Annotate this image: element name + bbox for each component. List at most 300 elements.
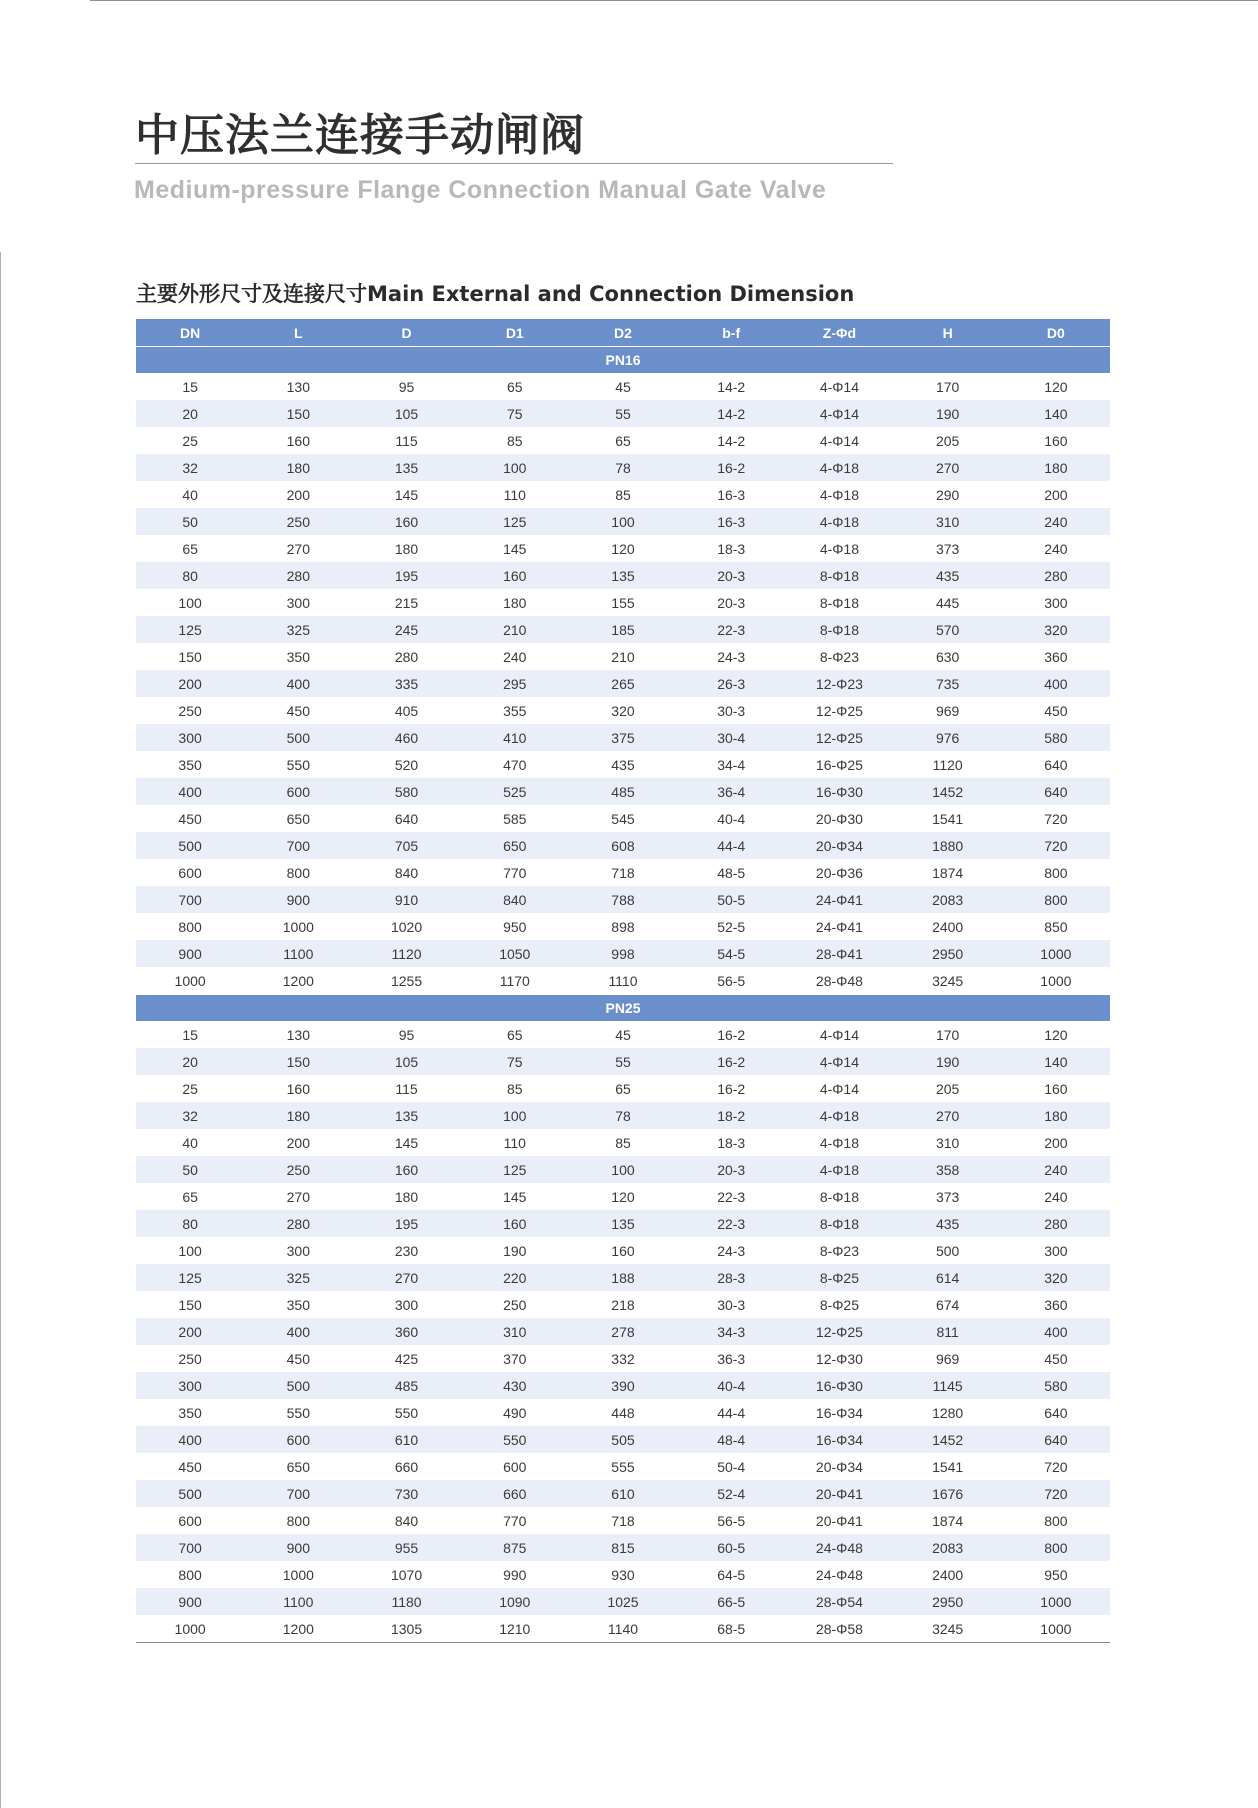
table-cell: 26-3	[677, 670, 785, 697]
table-cell: 20-Φ41	[815, 1512, 863, 1529]
pressure-group-row	[136, 995, 1110, 1022]
table-cell: 450	[178, 1458, 202, 1475]
table-cell: 700	[244, 1480, 352, 1507]
table-cell: 800	[1044, 1512, 1068, 1529]
column-header-dn: DN	[136, 319, 244, 347]
table-cell: 976	[894, 724, 1002, 751]
table-cell: 245	[352, 616, 460, 643]
table-cell: 16-Φ25	[815, 756, 863, 773]
table-row	[136, 1480, 1110, 1507]
table-cell: 85	[615, 1134, 631, 1151]
table-row	[136, 805, 1110, 832]
table-cell: 1880	[894, 832, 1002, 859]
table-cell: 280	[394, 648, 419, 665]
table-cell: 990	[503, 1566, 527, 1583]
table-cell: 16-Φ34	[815, 1404, 863, 1421]
table-cell: 300	[136, 724, 244, 751]
table-cell: 160	[461, 562, 569, 589]
table-cell: 360	[1044, 648, 1068, 665]
table-cell: 2400	[932, 1566, 964, 1583]
table-row	[136, 454, 1110, 481]
table-cell: 400	[244, 670, 352, 697]
table-cell: 998	[569, 940, 677, 967]
table-row	[136, 1291, 1110, 1318]
table-cell: 18-2	[677, 1102, 785, 1129]
table-row	[136, 616, 1110, 643]
table-cell: 125	[136, 616, 244, 643]
table-cell: 75	[461, 1048, 569, 1075]
table-cell: 240	[1044, 540, 1068, 557]
table-cell: 1305	[352, 1615, 460, 1643]
table-cell: 360	[1044, 1296, 1068, 1313]
table-cell: 14-2	[677, 400, 785, 427]
table-cell: 1180	[352, 1588, 460, 1615]
table-cell: 1000	[282, 1566, 314, 1583]
table-cell: 4-Φ18	[819, 486, 860, 503]
table-cell: 700	[136, 1534, 244, 1561]
table-cell: 85	[615, 486, 631, 503]
table-cell: 155	[611, 594, 635, 611]
table-row	[136, 1588, 1110, 1615]
table-cell: 64-5	[717, 1566, 746, 1583]
table-cell: 150	[178, 1296, 202, 1313]
table-cell: 1000	[136, 1615, 244, 1643]
table-row	[136, 481, 1110, 508]
table-cell: 135	[352, 454, 460, 481]
table-cell: 200	[1044, 486, 1068, 503]
table-cell: 450	[286, 1350, 310, 1367]
table-cell: 185	[569, 616, 677, 643]
table-cell: 195	[352, 1210, 460, 1237]
column-header-d2: D2	[569, 319, 677, 347]
table-cell: 3245	[894, 1615, 1002, 1643]
table-cell: 630	[935, 648, 960, 665]
table-cell: 550	[286, 1404, 310, 1421]
table-cell: 160	[352, 508, 460, 535]
table-cell: 373	[935, 1188, 960, 1205]
table-cell: 570	[894, 616, 1002, 643]
table-cell: 325	[244, 1264, 352, 1291]
table-row	[136, 1399, 1110, 1426]
table-cell: 900	[244, 886, 352, 913]
table-cell: 400	[1002, 670, 1110, 697]
table-cell: 218	[611, 1296, 635, 1313]
table-cell: 68-5	[677, 1615, 785, 1643]
table-cell: 25	[182, 1080, 198, 1097]
table-cell: 1000	[282, 918, 314, 935]
table-cell: 1120	[932, 756, 963, 773]
table-cell: 8-Φ18	[785, 1210, 893, 1237]
table-cell: 16-2	[677, 1048, 785, 1075]
pressure-group-label: PN25	[136, 995, 1110, 1022]
table-cell: 270	[352, 1264, 460, 1291]
table-cell: 4-Φ14	[819, 1080, 860, 1097]
table-cell: 1210	[461, 1615, 569, 1643]
table-cell: 505	[569, 1426, 677, 1453]
column-header-z-d: Z-Φd	[785, 319, 893, 347]
table-cell: 350	[178, 756, 202, 773]
table-cell: 550	[286, 756, 310, 773]
table-cell: 550	[394, 1404, 419, 1421]
table-cell: 250	[503, 1296, 527, 1313]
table-cell: 500	[935, 1242, 960, 1259]
table-cell: 4-Φ14	[819, 378, 860, 395]
table-cell: 205	[935, 1080, 960, 1097]
table-cell: 1255	[390, 972, 423, 989]
table-cell: 130	[286, 378, 310, 395]
table-cell: 1874	[932, 1512, 964, 1529]
table-cell: 640	[1044, 1404, 1068, 1421]
table-cell: 445	[935, 594, 960, 611]
table-cell: 140	[1002, 400, 1110, 427]
table-header-row	[136, 319, 1110, 347]
table-cell: 4-Φ18	[785, 454, 893, 481]
table-cell: 674	[935, 1296, 960, 1313]
table-cell: 485	[352, 1372, 460, 1399]
table-cell: 16-Φ30	[785, 778, 893, 805]
table-body	[136, 347, 1110, 1643]
table-cell: 1000	[1002, 1615, 1110, 1643]
table-cell: 210	[611, 648, 635, 665]
table-cell: 110	[503, 486, 526, 503]
table-cell: 190	[894, 400, 1002, 427]
page-title-chinese: 中压法兰连接手动闸阀	[135, 110, 585, 161]
table-cell: 525	[461, 778, 569, 805]
table-cell: 120	[1044, 378, 1068, 395]
table-cell: 1000	[1002, 1588, 1110, 1615]
table-row	[136, 751, 1110, 778]
table-cell: 1000	[1040, 972, 1072, 989]
table-row	[136, 1534, 1110, 1561]
table-cell: 16-3	[677, 508, 785, 535]
table-cell: 250	[244, 1156, 352, 1183]
table-cell: 1050	[461, 940, 569, 967]
table-row	[136, 508, 1110, 535]
table-cell: 718	[611, 1512, 635, 1529]
table-row	[136, 940, 1110, 967]
table-cell: 54-5	[677, 940, 785, 967]
table-row	[136, 886, 1110, 913]
table-row	[136, 1075, 1110, 1102]
table-cell: 435	[894, 1210, 1002, 1237]
table-cell: 160	[286, 432, 310, 449]
table-cell: 78	[569, 454, 677, 481]
table-cell: 16-3	[717, 486, 746, 503]
table-cell: 448	[611, 1404, 635, 1421]
table-cell: 100	[569, 1156, 677, 1183]
table-cell: 16-Φ34	[785, 1426, 893, 1453]
table-cell: 640	[1002, 778, 1110, 805]
table-cell: 28-Φ58	[785, 1615, 893, 1643]
table-cell: 16-2	[717, 1080, 746, 1097]
table-cell: 600	[244, 1426, 352, 1453]
table-cell: 350	[178, 1404, 202, 1421]
table-cell: 100	[178, 1242, 202, 1259]
table-cell: 15	[182, 378, 198, 395]
table-cell: 32	[136, 1102, 244, 1129]
table-cell: 705	[352, 832, 460, 859]
table-cell: 125	[461, 508, 569, 535]
table-cell: 815	[569, 1534, 677, 1561]
table-cell: 240	[503, 648, 527, 665]
table-cell: 718	[611, 864, 635, 881]
table-cell: 24-Φ41	[785, 886, 893, 913]
table-cell: 1452	[894, 778, 1002, 805]
table-cell: 280	[244, 562, 352, 589]
table-cell: 600	[244, 778, 352, 805]
table-cell: 195	[352, 562, 460, 589]
table-cell: 180	[1002, 1102, 1110, 1129]
table-cell: 650	[461, 832, 569, 859]
table-row	[136, 562, 1110, 589]
table-cell: 1170	[499, 972, 530, 989]
table-cell: 20-3	[717, 594, 746, 611]
table-cell: 585	[503, 810, 527, 827]
table-cell: 270	[286, 540, 310, 557]
table-cell: 250	[244, 508, 352, 535]
table-cell: 295	[461, 670, 569, 697]
table-cell: 800	[1002, 886, 1110, 913]
table-cell: 930	[611, 1566, 635, 1583]
table-cell: 150	[244, 1048, 352, 1075]
table-cell: 50-4	[717, 1458, 746, 1475]
table-cell: 1140	[569, 1615, 677, 1643]
table-cell: 450	[1044, 702, 1068, 719]
table-cell: 8-Φ23	[819, 1242, 860, 1259]
table-cell: 320	[611, 702, 635, 719]
table-cell: 800	[1002, 1534, 1110, 1561]
table-cell: 4-Φ18	[785, 1156, 893, 1183]
table-cell: 12-Φ25	[785, 1318, 893, 1345]
table-cell: 170	[935, 1026, 960, 1043]
table-cell: 720	[1044, 810, 1068, 827]
table-cell: 250	[178, 1350, 202, 1367]
table-cell: 900	[244, 1534, 352, 1561]
table-cell: 310	[894, 508, 1002, 535]
table-cell: 450	[178, 810, 202, 827]
table-cell: 4-Φ18	[819, 540, 860, 557]
table-cell: 1280	[932, 1404, 964, 1421]
table-cell: 30-3	[717, 1296, 746, 1313]
table-row	[136, 1048, 1110, 1075]
table-cell: 200	[286, 1134, 310, 1151]
table-cell: 85	[506, 1080, 523, 1097]
table-cell: 50	[136, 508, 244, 535]
table-cell: 580	[1002, 1372, 1110, 1399]
table-cell: 811	[894, 1318, 1002, 1345]
table-cell: 150	[178, 648, 202, 665]
table-cell: 160	[611, 1242, 635, 1259]
table-cell: 36-4	[677, 778, 785, 805]
table-cell: 95	[398, 378, 415, 395]
table-cell: 310	[935, 1134, 960, 1151]
table-cell: 800	[178, 1566, 202, 1583]
table-cell: 85	[506, 432, 523, 449]
table-cell: 20-Φ41	[785, 1480, 893, 1507]
table-cell: 100	[461, 1102, 569, 1129]
table-cell: 325	[244, 616, 352, 643]
table-cell: 358	[894, 1156, 1002, 1183]
table-cell: 490	[503, 1404, 527, 1421]
table-cell: 3245	[932, 972, 964, 989]
column-header-b-f: b-f	[677, 319, 785, 347]
table-cell: 240	[1002, 1156, 1110, 1183]
table-cell: 12-Φ23	[785, 670, 893, 697]
table-cell: 1025	[569, 1588, 677, 1615]
table-cell: 450	[286, 702, 310, 719]
table-cell: 180	[244, 454, 352, 481]
table-cell: 969	[935, 702, 960, 719]
table-cell: 1541	[932, 1458, 964, 1475]
table-cell: 34-4	[717, 756, 746, 773]
table-cell: 230	[394, 1242, 419, 1259]
table-cell: 65	[182, 540, 198, 557]
table-cell: 40	[182, 486, 198, 503]
table-cell: 34-3	[677, 1318, 785, 1345]
column-header-l: L	[244, 319, 352, 347]
table-cell: 355	[503, 702, 527, 719]
table-row	[136, 1237, 1110, 1264]
column-header-d: D	[352, 319, 460, 347]
table-cell: 500	[244, 724, 352, 751]
table-row	[136, 832, 1110, 859]
pressure-group-row	[136, 347, 1110, 374]
table-cell: 55	[569, 1048, 677, 1075]
table-cell: 20-Φ36	[815, 864, 863, 881]
table-cell: 4-Φ14	[785, 400, 893, 427]
table-cell: 278	[569, 1318, 677, 1345]
table-cell: 18-3	[717, 1134, 746, 1151]
table-cell: 640	[394, 810, 419, 827]
table-cell: 20	[136, 1048, 244, 1075]
table-row	[136, 1102, 1110, 1129]
table-cell: 14-2	[717, 378, 746, 395]
table-cell: 80	[136, 562, 244, 589]
table-cell: 332	[611, 1350, 635, 1367]
table-cell: 1100	[244, 940, 352, 967]
table-cell: 720	[1044, 1458, 1068, 1475]
table-cell: 65	[506, 378, 523, 395]
table-cell: 150	[244, 400, 352, 427]
table-cell: 22-3	[717, 1188, 746, 1205]
table-cell: 95	[398, 1026, 415, 1043]
table-cell: 25	[182, 432, 198, 449]
table-cell: 24-Φ48	[785, 1534, 893, 1561]
table-cell: 650	[286, 1458, 310, 1475]
table-cell: 770	[503, 1512, 527, 1529]
table-cell: 30-4	[677, 724, 785, 751]
table-cell: 22-3	[677, 616, 785, 643]
table-cell: 190	[503, 1242, 527, 1259]
table-cell: 52-5	[717, 918, 746, 935]
table-cell: 840	[461, 886, 569, 913]
table-cell: 30-3	[717, 702, 746, 719]
table-cell: 28-3	[677, 1264, 785, 1291]
table-cell: 580	[1002, 724, 1110, 751]
table-cell: 800	[286, 864, 310, 881]
table-cell: 24-3	[717, 648, 746, 665]
table-cell: 105	[352, 1048, 460, 1075]
table-cell: 180	[394, 540, 419, 557]
table-cell: 640	[1044, 756, 1068, 773]
table-cell: 265	[569, 670, 677, 697]
table-row	[136, 697, 1110, 724]
table-cell: 410	[461, 724, 569, 751]
table-row	[136, 535, 1110, 562]
table-cell: 350	[286, 1296, 310, 1313]
table-row	[136, 1453, 1110, 1480]
table-row	[136, 1426, 1110, 1453]
table-cell: 4-Φ18	[785, 1102, 893, 1129]
table-cell: 485	[569, 778, 677, 805]
table-cell: 36-3	[717, 1350, 746, 1367]
table-cell: 115	[395, 432, 418, 449]
table-cell: 110	[503, 1134, 526, 1151]
table-cell: 720	[1002, 832, 1110, 859]
table-row	[136, 913, 1110, 940]
table-cell: 1145	[894, 1372, 1002, 1399]
table-cell: 614	[894, 1264, 1002, 1291]
table-cell: 730	[352, 1480, 460, 1507]
table-cell: 910	[352, 886, 460, 913]
table-cell: 788	[569, 886, 677, 913]
table-cell: 435	[894, 562, 1002, 589]
table-cell: 8-Φ25	[819, 1296, 860, 1313]
table-cell: 180	[503, 594, 527, 611]
table-row	[136, 724, 1110, 751]
table-cell: 40-4	[717, 810, 746, 827]
table-cell: 145	[503, 1188, 527, 1205]
table-cell: 78	[569, 1102, 677, 1129]
page-title-english: Medium-pressure Flange Connection Manual Gate Valve	[134, 176, 827, 204]
section-title: 主要外形尺寸及连接尺寸Main External and Connection Dimension	[136, 282, 855, 306]
table-cell: 56-5	[717, 972, 746, 989]
table-cell: 1100	[244, 1588, 352, 1615]
table-cell: 80	[136, 1210, 244, 1237]
table-cell: 140	[1002, 1048, 1110, 1075]
table-cell: 900	[136, 940, 244, 967]
table-cell: 460	[352, 724, 460, 751]
table-cell: 56-5	[717, 1512, 746, 1529]
table-cell: 125	[461, 1156, 569, 1183]
table-cell: 580	[352, 778, 460, 805]
column-header-h: H	[894, 319, 1002, 347]
table-cell: 950	[1044, 1566, 1068, 1583]
table-cell: 545	[611, 810, 635, 827]
table-cell: 969	[935, 1350, 960, 1367]
table-cell: 135	[352, 1102, 460, 1129]
table-cell: 500	[244, 1372, 352, 1399]
table-cell: 850	[1044, 918, 1068, 935]
table-cell: 300	[136, 1372, 244, 1399]
table-cell: 555	[611, 1458, 635, 1475]
table-cell: 44-4	[717, 1404, 746, 1421]
table-row	[136, 778, 1110, 805]
table-cell: 12-Φ25	[815, 702, 863, 719]
table-cell: 215	[394, 594, 419, 611]
table-cell: 160	[352, 1156, 460, 1183]
table-cell: 120	[611, 540, 635, 557]
table-cell: 373	[935, 540, 960, 557]
table-cell: 145	[394, 486, 419, 503]
table-cell: 335	[352, 670, 460, 697]
table-row	[136, 427, 1110, 454]
table-cell: 435	[611, 756, 635, 773]
table-cell: 520	[394, 756, 419, 773]
table-cell: 18-3	[717, 540, 746, 557]
table-row	[136, 967, 1110, 995]
table-row	[136, 373, 1110, 400]
